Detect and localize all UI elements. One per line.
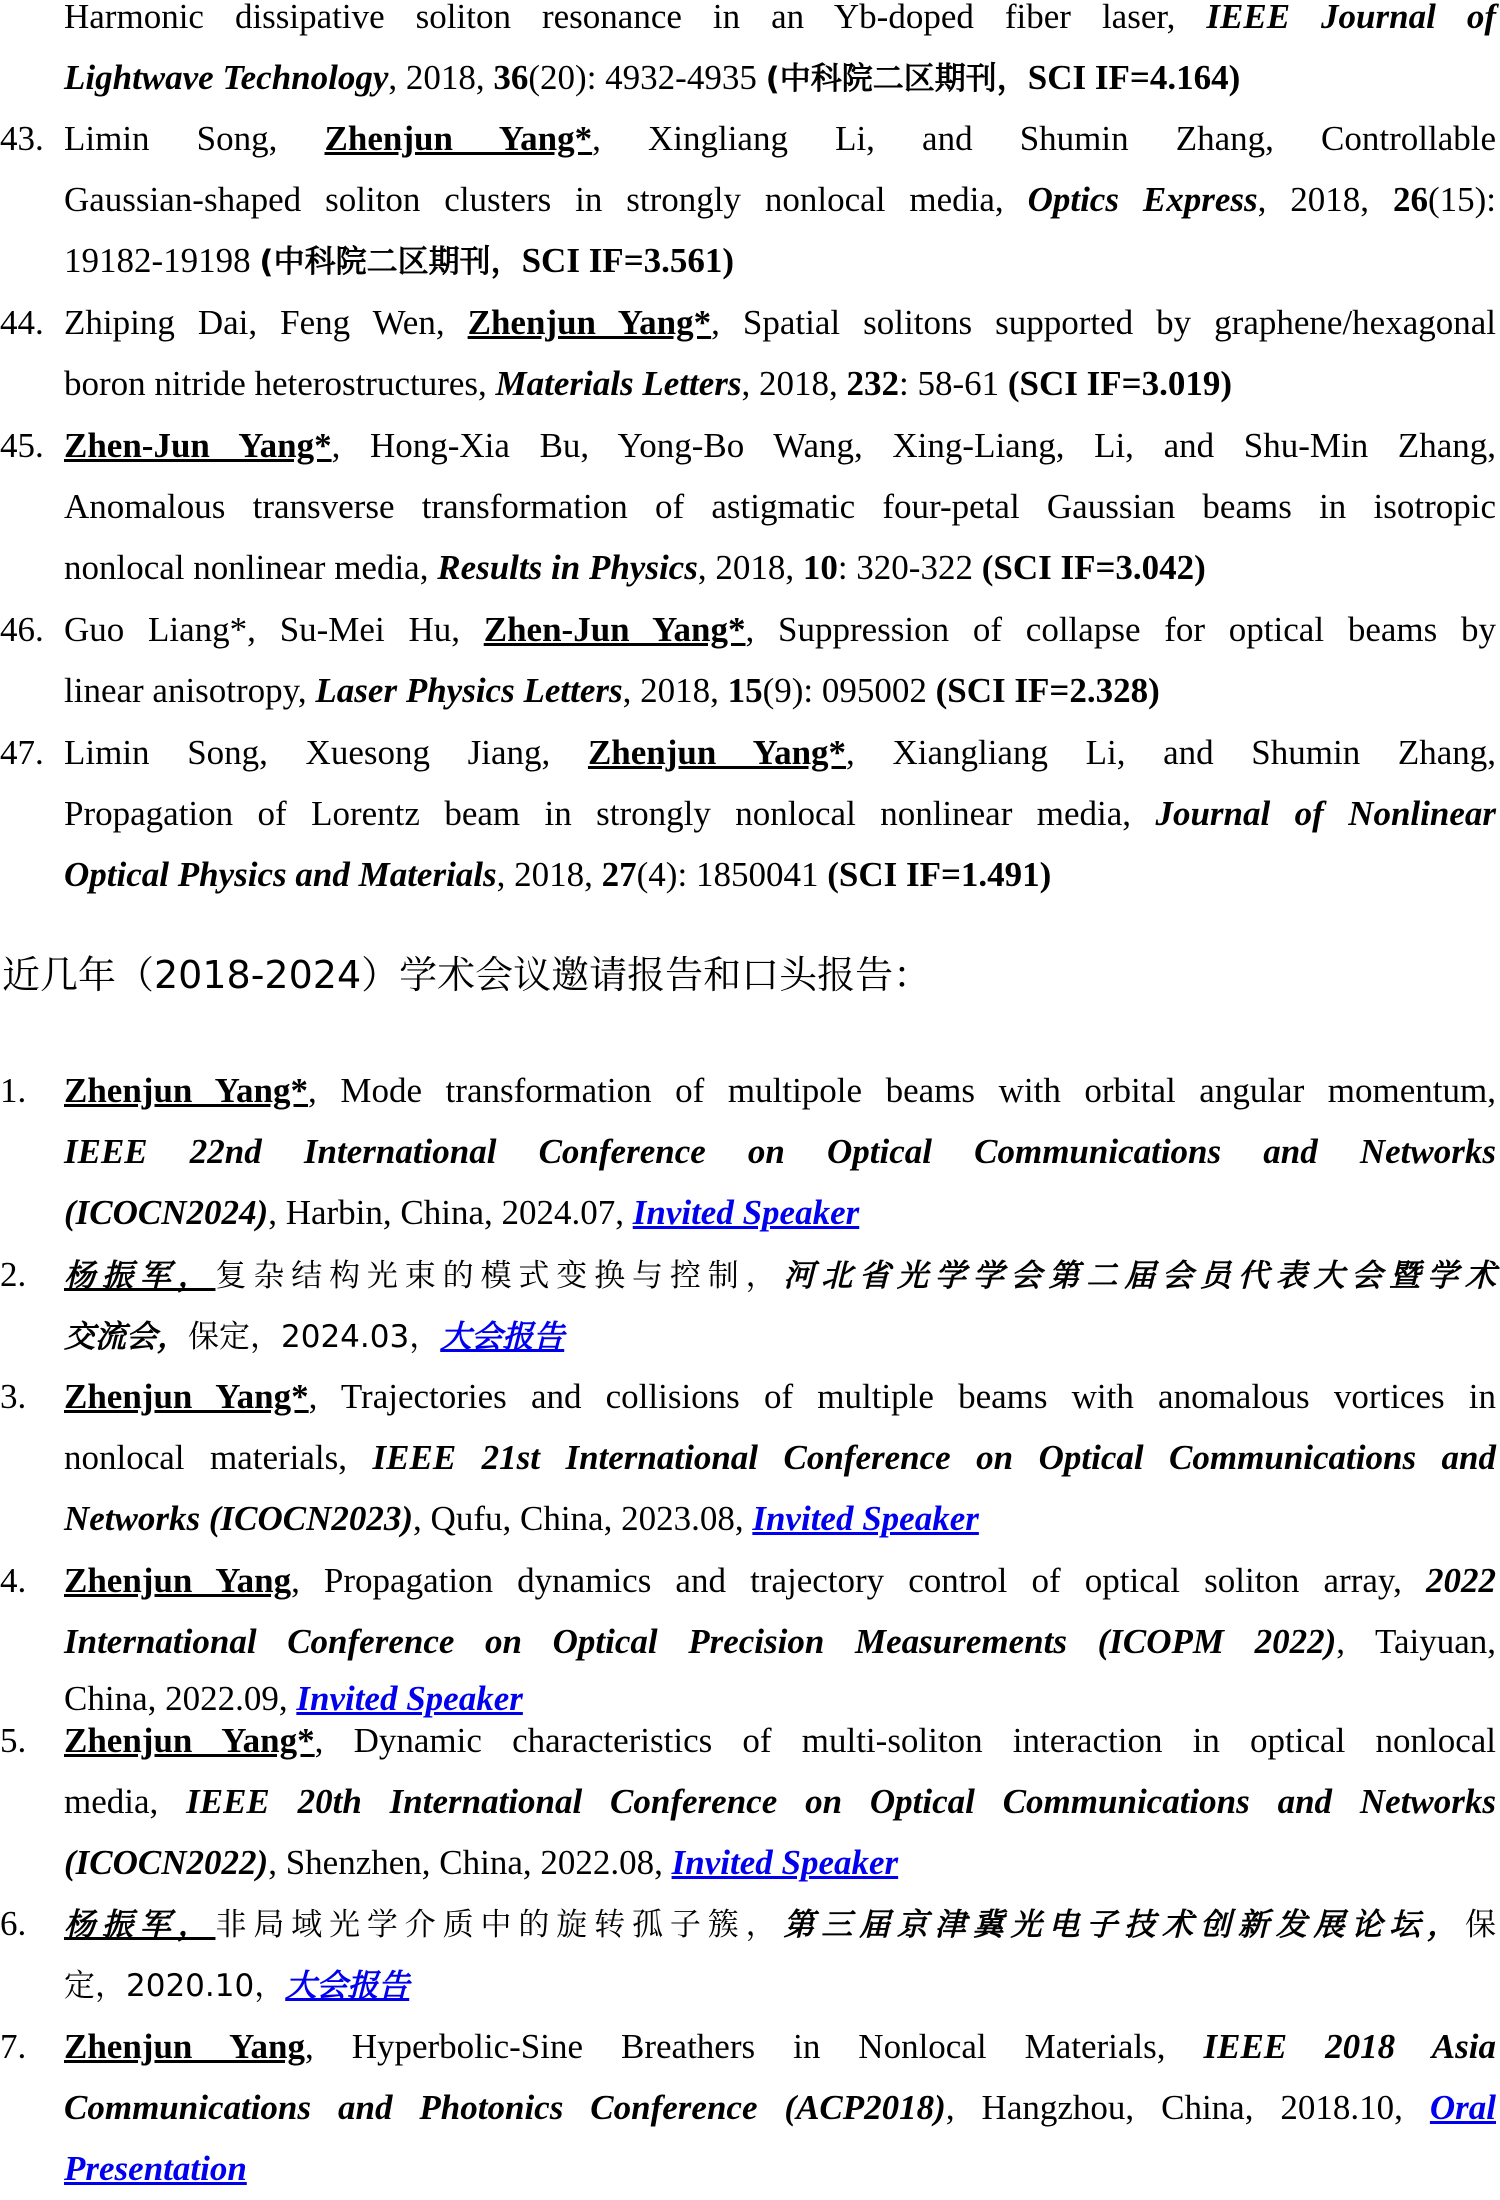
talk-line bbox=[64, 1427, 1496, 1489]
authors: Zhiping Dai, Feng Wen, bbox=[64, 303, 445, 342]
highlighted-author: Zhenjun Yang bbox=[64, 1561, 292, 1600]
pages: (4): 1850041 bbox=[636, 855, 819, 894]
conference-name: Communications and Photonics Conference (ACP2018) bbox=[64, 2088, 946, 2127]
plenary-talk-link[interactable]: 大会报告 bbox=[440, 1319, 565, 1355]
publication-line bbox=[64, 47, 1496, 109]
venue-date: 保 bbox=[1465, 1907, 1497, 1943]
journal-name: Optical Physics and Materials bbox=[64, 855, 497, 894]
paper-title: nonlocal nonlinear media, bbox=[64, 548, 429, 587]
paper-title: Anomalous transverse transformation of astigmatic four-petal Gaussian beams in isotropic bbox=[64, 487, 1496, 526]
venue-date: , Qufu, China, 2023.08, bbox=[413, 1499, 744, 1538]
paper-title: boron nitride heterostructures, bbox=[64, 364, 487, 403]
publication-line bbox=[64, 230, 1496, 292]
publication-line bbox=[64, 783, 1496, 845]
plenary-talk-link[interactable]: 大会报告 bbox=[285, 1968, 410, 2004]
highlighted-author: Zhenjun Yang* bbox=[587, 733, 847, 772]
impact-factor: (SCI IF=1.491) bbox=[827, 855, 1052, 894]
talk-line bbox=[64, 1832, 1496, 1894]
authors: , Xingliang Li, and Shumin Zhang, Controllable bbox=[592, 119, 1496, 158]
talk-title: nonlocal materials, bbox=[64, 1438, 348, 1477]
publication-line bbox=[64, 108, 1496, 170]
year-text: , 2018, bbox=[622, 671, 719, 710]
publication-line bbox=[64, 415, 1496, 477]
oral-presentation-link[interactable]: Oral bbox=[1429, 2088, 1497, 2127]
publication-line bbox=[64, 292, 1496, 354]
journal-name: Laser Physics Letters bbox=[315, 671, 623, 710]
venue-date: , Harbin, China, 2024.07, bbox=[268, 1193, 624, 1232]
paper-title: , Suppression of collapse for optical beams by bbox=[745, 610, 1496, 649]
impact-factor: (SCI IF=2.328) bbox=[935, 671, 1160, 710]
entry-number: 1. bbox=[0, 1071, 27, 1110]
invited-speaker-link[interactable]: Invited Speaker bbox=[671, 1843, 899, 1882]
highlighted-author: Zhenjun Yang* bbox=[467, 303, 712, 342]
highlighted-author: Zhen-Jun Yang* bbox=[483, 610, 746, 649]
talk-line bbox=[64, 1488, 1496, 1550]
paper-title: Gaussian-shaped soliton clusters in strongly nonlocal media, bbox=[64, 180, 1004, 219]
venue-date: , Hangzhou, China, 2018.10, bbox=[945, 2088, 1403, 2127]
pages: (20): 4932-4935 bbox=[528, 58, 757, 97]
entry-number: 2. bbox=[0, 1255, 27, 1294]
talk-line bbox=[64, 1550, 1496, 1612]
conference-name: IEEE 20th International Conference on Optical Communications and Networks bbox=[186, 1782, 1497, 1821]
volume: 27 bbox=[601, 855, 637, 894]
venue-date: 定，2020.10， bbox=[64, 1968, 286, 2004]
publication-line bbox=[64, 722, 1496, 784]
venue-date: , Shenzhen, China, 2022.08, bbox=[268, 1843, 663, 1882]
conference-name: 交流会， bbox=[64, 1319, 188, 1355]
talk-title: , Mode transformation of multipole beams with orbital angular momentum, bbox=[308, 1071, 1496, 1110]
venue-date: , Taiyuan, bbox=[1336, 1622, 1496, 1661]
publication-line bbox=[64, 0, 1496, 48]
authors: Guo Liang*, Su-Mei Hu, bbox=[64, 610, 460, 649]
paper-title: Harmonic dissipative soliton resonance in an Yb-doped fiber laser, bbox=[64, 0, 1176, 36]
journal-name: Lightwave Technology bbox=[64, 58, 389, 97]
authors: , Xiangliang Li, and Shumin Zhang, bbox=[846, 733, 1497, 772]
talk-line bbox=[64, 2138, 1496, 2200]
conference-name: 第三届京津冀光电子技术创新发展论坛， bbox=[783, 1907, 1466, 1943]
conference-name: IEEE 22nd International Conference on Optical Communications and Networks bbox=[64, 1132, 1496, 1171]
journal-name: Materials Letters bbox=[495, 364, 742, 403]
conference-name: IEEE 2018 Asia bbox=[1203, 2027, 1496, 2066]
venue-date: China, 2022.09, bbox=[64, 1679, 288, 1718]
talk-line bbox=[64, 1305, 1496, 1367]
entry-number: 43. bbox=[0, 119, 44, 158]
talk-line bbox=[64, 1771, 1496, 1833]
volume: 15 bbox=[727, 671, 763, 710]
volume: 36 bbox=[493, 58, 529, 97]
talk-line bbox=[64, 1710, 1496, 1772]
entry-number: 4. bbox=[0, 1561, 27, 1600]
highlighted-author: 杨振军， bbox=[64, 1258, 216, 1294]
talk-line bbox=[64, 2016, 1496, 2078]
talk-title: , Trajectories and collisions of multiple beams with anomalous vortices in bbox=[308, 1377, 1496, 1416]
journal-name: Journal of Nonlinear bbox=[1155, 794, 1496, 833]
highlighted-author: 杨振军， bbox=[64, 1907, 216, 1943]
year-text: , 2018, bbox=[1257, 180, 1370, 219]
pages: : 58-61 bbox=[899, 364, 1000, 403]
entry-number: 46. bbox=[0, 610, 44, 649]
volume: 10 bbox=[802, 548, 838, 587]
authors: Limin Song, Xuesong Jiang, bbox=[64, 733, 551, 772]
publication-line bbox=[64, 169, 1496, 231]
conference-name: (ICOCN2024) bbox=[64, 1193, 269, 1232]
highlighted-author: Zhenjun Yang* bbox=[64, 1377, 309, 1416]
year-text: , 2018, bbox=[697, 548, 795, 587]
talk-title: media, bbox=[64, 1782, 159, 1821]
talk-title: 复杂结构光束的模式变换与控制， bbox=[215, 1258, 784, 1294]
highlighted-author: Zhenjun Yang bbox=[64, 2027, 305, 2066]
talk-line bbox=[64, 1611, 1496, 1673]
volume: 26 bbox=[1392, 180, 1428, 219]
conference-name: 2022 bbox=[1426, 1561, 1496, 1600]
authors: , Hong-Xia Bu, Yong-Bo Wang, Xing-Liang, Li, and Shu-Min Zhang, bbox=[331, 426, 1496, 465]
volume: 232 bbox=[846, 364, 900, 403]
authors: Limin Song, bbox=[64, 119, 278, 158]
talk-line bbox=[64, 1954, 1496, 2016]
paper-title: , Spatial solitons supported by graphene/hexagonal bbox=[711, 303, 1496, 342]
conference-name: Networks (ICOCN2023) bbox=[64, 1499, 414, 1538]
talk-title: , Dynamic characteristics of multi-soliton interaction in optical nonlocal bbox=[314, 1721, 1496, 1760]
entry-number: 5. bbox=[0, 1721, 27, 1760]
invited-speaker-link[interactable]: Invited Speaker bbox=[752, 1499, 979, 1538]
highlighted-author: Zhen-Jun Yang* bbox=[64, 426, 332, 465]
talk-line bbox=[64, 1366, 1496, 1428]
talk-title: , Hyperbolic-Sine Breathers in Nonlocal Materials, bbox=[304, 2027, 1166, 2066]
publication-line bbox=[64, 599, 1496, 661]
impact-factor: SCI IF=4.164) bbox=[1027, 58, 1241, 97]
highlighted-author: Zhenjun Yang* bbox=[64, 1071, 309, 1110]
paper-title: linear anisotropy, bbox=[64, 671, 307, 710]
year-text: , 2018, bbox=[388, 58, 485, 97]
talk-line bbox=[64, 1893, 1496, 1955]
venue-date: 保定，2024.03， bbox=[188, 1319, 441, 1355]
journal-name: IEEE Journal of bbox=[1206, 0, 1496, 36]
journal-rank: (中科院二区期刊， bbox=[259, 244, 522, 280]
invited-speaker-link[interactable]: Invited Speaker bbox=[296, 1679, 523, 1718]
talk-title: 非局域光学介质中的旋转孤子簇， bbox=[215, 1907, 784, 1943]
impact-factor: (SCI IF=3.019) bbox=[1007, 364, 1233, 403]
entry-number: 47. bbox=[0, 733, 44, 772]
year-text: , 2018, bbox=[496, 855, 593, 894]
talk-line bbox=[64, 1121, 1496, 1183]
pages: (9): 095002 bbox=[762, 671, 927, 710]
publication-line bbox=[64, 353, 1496, 415]
journal-rank: (中科院二区期刊， bbox=[765, 61, 1028, 97]
publication-line bbox=[64, 537, 1496, 599]
impact-factor: (SCI IF=3.042) bbox=[981, 548, 1206, 587]
entry-number: 7. bbox=[0, 2027, 27, 2066]
conference-name: (ICOCN2022) bbox=[64, 1843, 269, 1882]
pages: : 320-322 bbox=[837, 548, 973, 587]
year-text: , 2018, bbox=[741, 364, 838, 403]
talk-line bbox=[64, 1060, 1496, 1122]
publication-line bbox=[64, 476, 1496, 538]
issue: (15): bbox=[1427, 180, 1496, 219]
oral-presentation-link[interactable]: Presentation bbox=[64, 2149, 247, 2188]
impact-factor: SCI IF=3.561) bbox=[521, 241, 735, 280]
entry-number: 3. bbox=[0, 1377, 27, 1416]
talk-title: , Propagation dynamics and trajectory control of optical soliton array, bbox=[291, 1561, 1402, 1600]
journal-name: Results in Physics bbox=[437, 548, 698, 587]
talk-line bbox=[64, 1182, 1496, 1244]
journal-name: Optics Express bbox=[1027, 180, 1258, 219]
entry-number: 6. bbox=[0, 1904, 27, 1943]
paper-title: Propagation of Lorentz beam in strongly nonlocal nonlinear media, bbox=[64, 794, 1132, 833]
conference-name: IEEE 21st International Conference on Optical Communications and bbox=[372, 1438, 1497, 1477]
entry-number: 45. bbox=[0, 426, 44, 465]
highlighted-author: Zhenjun Yang* bbox=[64, 1721, 315, 1760]
pages: 19182-19198 bbox=[64, 241, 251, 280]
highlighted-author: Zhenjun Yang* bbox=[324, 119, 593, 158]
publication-line bbox=[64, 844, 1496, 906]
publication-line bbox=[64, 660, 1496, 722]
talk-line bbox=[64, 2077, 1496, 2139]
entry-number: 44. bbox=[0, 303, 44, 342]
talk-line bbox=[64, 1244, 1496, 1306]
invited-speaker-link[interactable]: Invited Speaker bbox=[632, 1193, 860, 1232]
conference-name: International Conference on Optical Precision Measurements (ICOPM 2022) bbox=[64, 1622, 1337, 1661]
conference-name: 河北省光学学会第二届会员代表大会暨学术 bbox=[783, 1258, 1497, 1294]
section-heading: 近几年（2018-2024）学术会议邀请报告和口头报告： bbox=[2, 953, 932, 997]
